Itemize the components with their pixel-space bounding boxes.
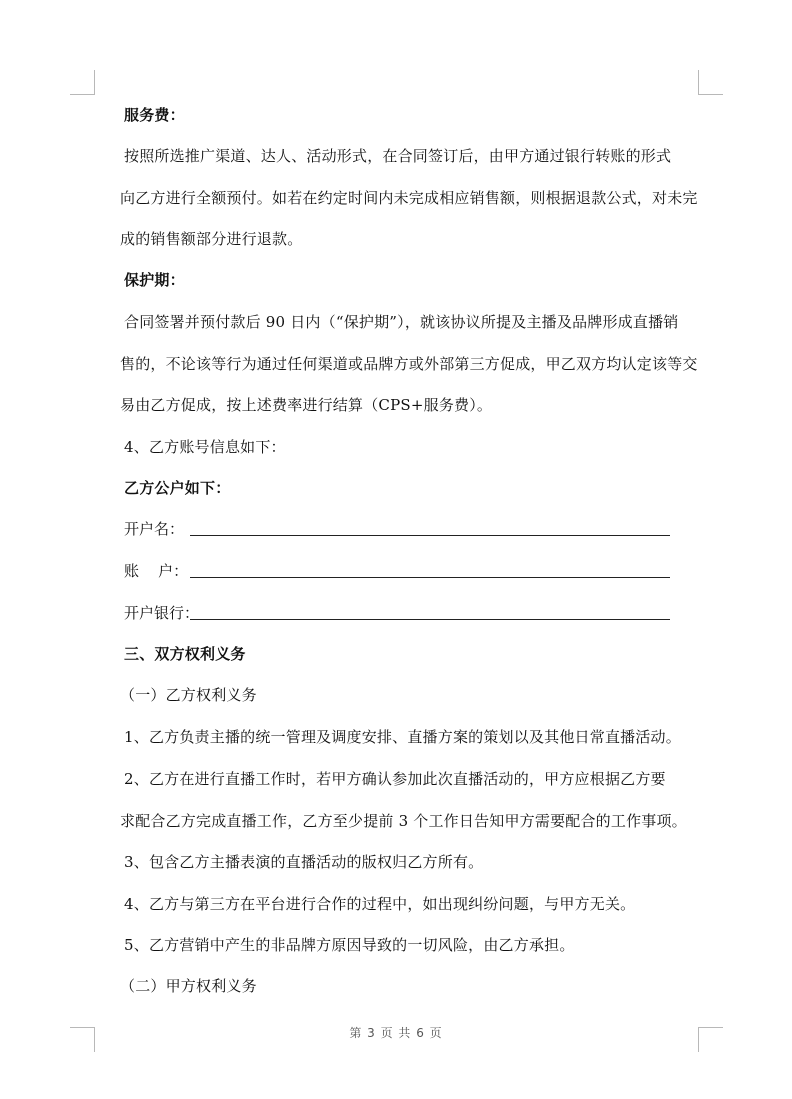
public-account-heading: 乙方公户如下：	[124, 479, 231, 497]
section-heading: 三、双方权利义务	[124, 645, 246, 663]
service-fee-heading: 服务费：	[124, 106, 185, 124]
obligation-item: 求配合乙方完成直播工作，乙方至少提前 3 个工作日告知甲方需要配合的工作事项。	[120, 812, 687, 830]
obligation-item: 1、乙方负责主播的统一管理及调度安排、直播方案的策划以及其他日常直播活动。	[124, 728, 681, 746]
subsection-heading: （一）乙方权利义务	[120, 686, 257, 704]
subsection-heading: （二）甲方权利义务	[120, 977, 257, 995]
account-number-label: 账 户：	[124, 562, 189, 580]
bank-blank-line	[190, 619, 670, 620]
account-name-blank-line	[190, 535, 670, 536]
service-fee-line: 向乙方进行全额预付。如若在约定时间内未完成相应销售额，则根据退款公式，对未完	[120, 189, 698, 207]
protection-period-heading: 保护期：	[124, 271, 185, 289]
crop-mark-top-right	[698, 70, 723, 95]
crop-mark-top-left	[70, 70, 95, 95]
protection-period-line: 合同签署并预付款后 90 日内（“保护期”），就该协议所提及主播及品牌形成直播销	[124, 313, 679, 331]
protection-period-line: 售的，不论该等行为通过任何渠道或品牌方或外部第三方促成，甲乙双方均认定该等交	[120, 355, 698, 373]
obligation-item: 5、乙方营销中产生的非品牌方原因导致的一切风险，由乙方承担。	[124, 936, 575, 954]
page-number-footer: 第 3 页 共 6 页	[349, 1026, 443, 1040]
account-info-item: 4、乙方账号信息如下：	[124, 438, 286, 456]
account-number-blank-line	[190, 577, 670, 578]
obligation-item: 3、包含乙方主播表演的直播活动的版权归乙方所有。	[124, 853, 484, 871]
obligation-item: 4、乙方与第三方在平台进行合作的过程中，如出现纠纷问题，与甲方无关。	[124, 895, 636, 913]
service-fee-line: 按照所选推广渠道、达人、活动形式，在合同签订后，由甲方通过银行转账的形式	[124, 147, 672, 165]
protection-period-line: 易由乙方促成，按上述费率进行结算（CPS+服务费）。	[120, 396, 493, 414]
account-name-label: 开户名：	[124, 520, 185, 538]
bank-label: 开户银行：	[124, 604, 200, 622]
service-fee-line: 成的销售额部分进行退款。	[120, 230, 303, 248]
obligation-item: 2、乙方在进行直播工作时，若甲方确认参加此次直播活动的，甲方应根据乙方要	[124, 770, 666, 788]
